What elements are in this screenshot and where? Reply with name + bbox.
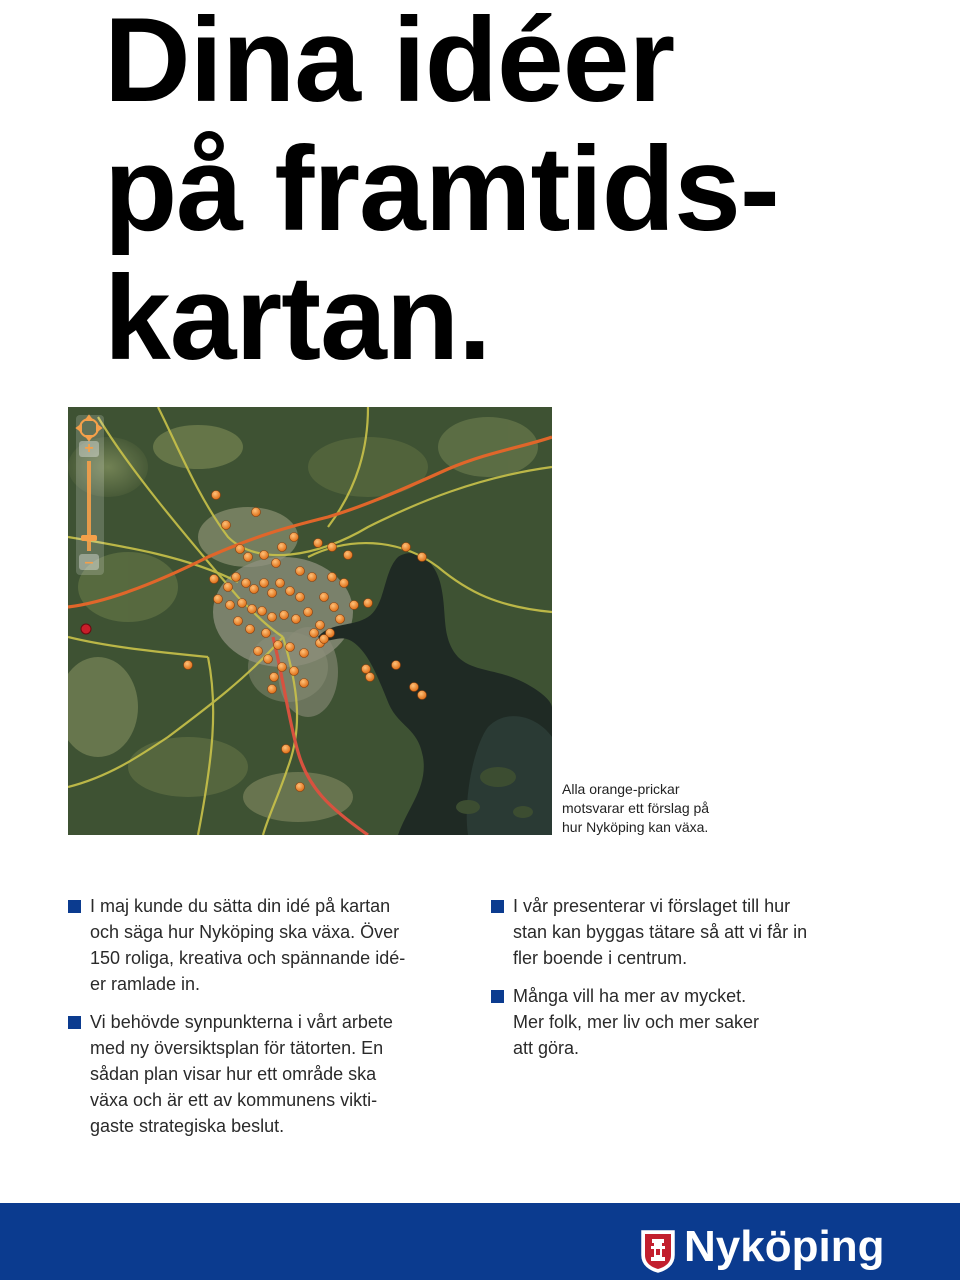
text-line: 150 roliga, kreativa och spännande idé- bbox=[90, 948, 406, 968]
text-line: I vår presenterar vi förslaget till hur bbox=[513, 896, 791, 916]
headline bbox=[104, 0, 944, 383]
text-line: gaste strategiska beslut. bbox=[90, 1116, 285, 1136]
zoom-out-control: – bbox=[84, 554, 94, 571]
map-zoom-controls bbox=[76, 415, 104, 575]
text-line: Vi behövde synpunkterna i vårt arbete bbox=[90, 1012, 393, 1032]
text-line: sådan plan visar hur ett område ska bbox=[90, 1064, 377, 1084]
bullet-square-icon bbox=[491, 900, 504, 913]
nykoping-crest-icon bbox=[640, 1229, 676, 1273]
nykoping-logo-text[interactable]: Nyköping bbox=[684, 1222, 885, 1271]
map-caption bbox=[562, 780, 762, 837]
bullet-square-icon bbox=[68, 1016, 81, 1029]
zoom-slider-handle bbox=[81, 535, 97, 541]
text-line: stan kan byggas tätare så att vi får in bbox=[513, 922, 808, 942]
paragraph-ideas bbox=[68, 893, 468, 997]
right-text-column bbox=[491, 893, 911, 1073]
text-line: och säga hur Nyköping ska växa. Över bbox=[90, 922, 400, 942]
bullet-square-icon bbox=[68, 900, 81, 913]
text-line: fler boende i centrum. bbox=[513, 948, 688, 968]
paragraph-proposal bbox=[491, 893, 911, 971]
headline-line-1: Dina idéer bbox=[104, 0, 675, 127]
text-line: växa och är ett av kommunens vikti- bbox=[90, 1090, 378, 1110]
text-line: I maj kunde du sätta din idé på kartan bbox=[90, 896, 391, 916]
text-line: med ny översiktsplan för tätorten. En bbox=[90, 1038, 384, 1058]
text-line: er ramlade in. bbox=[90, 974, 201, 994]
caption-line-1: Alla orange-prickar bbox=[562, 781, 680, 797]
paragraph-plan bbox=[68, 1009, 468, 1139]
left-text-column bbox=[68, 893, 468, 1151]
headline-line-2: på framtids- bbox=[104, 122, 779, 256]
map-red-marker-icon bbox=[81, 624, 91, 634]
text-line: att göra. bbox=[513, 1038, 580, 1058]
proposal-map[interactable] bbox=[68, 407, 552, 835]
headline-line-3: kartan. bbox=[104, 251, 491, 385]
text-line: Många vill ha mer av mycket. bbox=[513, 986, 747, 1006]
caption-line-2: motsvarar ett förslag på bbox=[562, 800, 710, 816]
footer-bar bbox=[0, 1203, 960, 1280]
caption-line-3: hur Nyköping kan växa. bbox=[562, 819, 709, 835]
text-line: Mer folk, mer liv och mer saker bbox=[513, 1012, 760, 1032]
paragraph-more bbox=[491, 983, 911, 1061]
zoom-in-control: + bbox=[84, 440, 94, 457]
bullet-square-icon bbox=[491, 990, 504, 1003]
